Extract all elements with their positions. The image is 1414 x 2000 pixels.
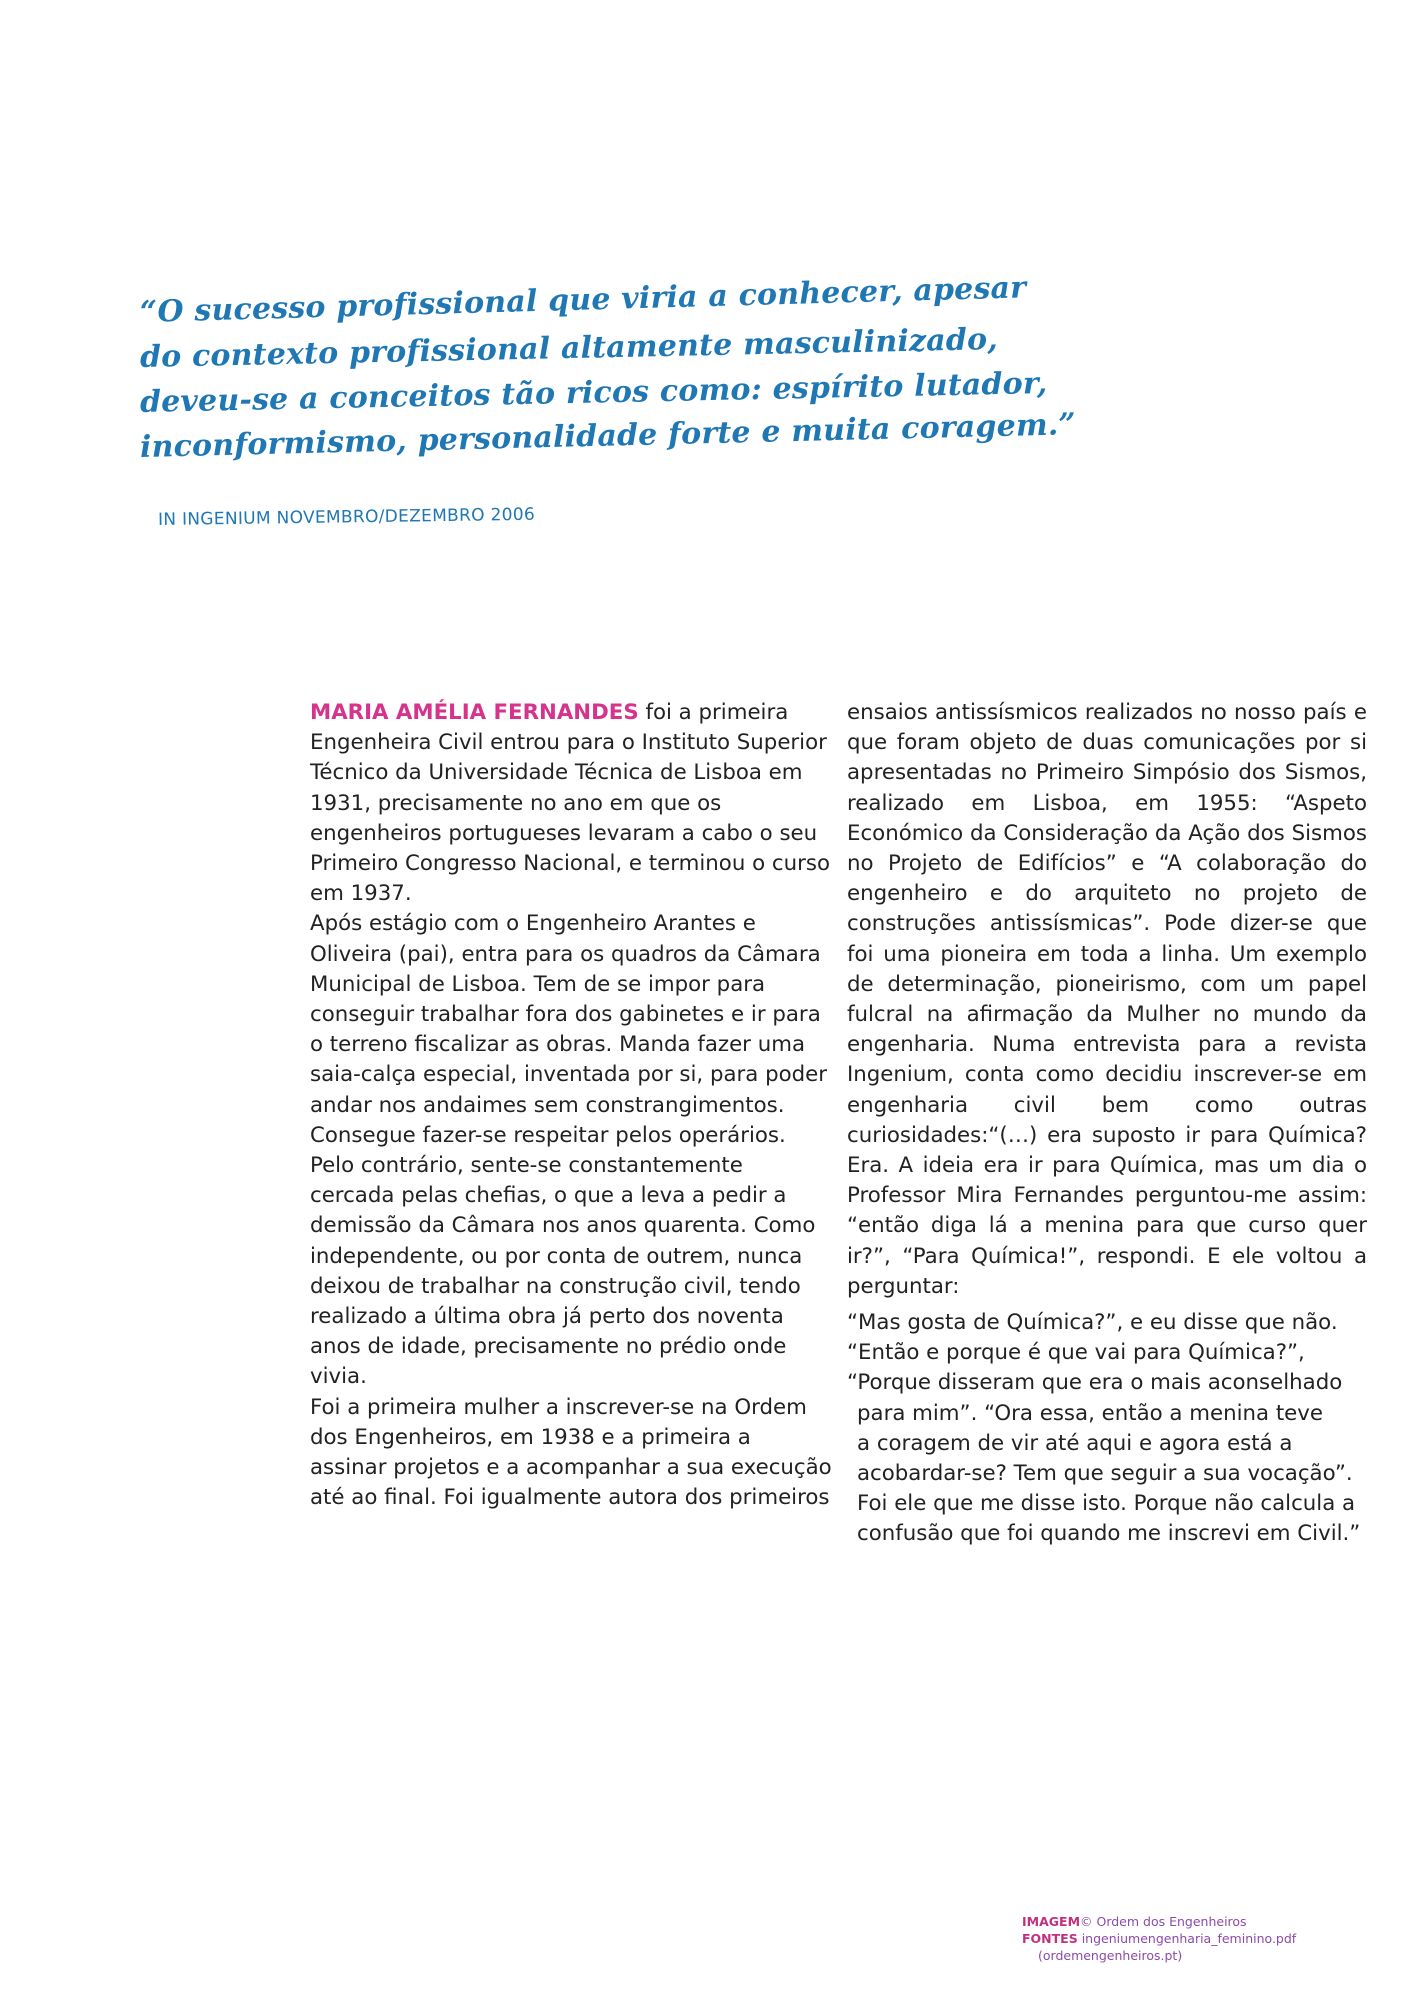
image-credit-line: [1022, 1913, 1296, 1930]
interview-line: “Então e porque é que vai para Química?”,: [847, 1340, 1305, 1366]
quote-line-4: inconformismo, personalidade forte e muita coragem.”: [139, 407, 1077, 465]
interview-line: para mim”. “Ora essa, então a menina teve: [857, 1400, 1323, 1426]
interview-quote: [847, 1308, 1367, 1550]
article-column-right: [847, 698, 1367, 1550]
quote-line-2: do contexto profissional altamente masculinizado,: [139, 322, 999, 375]
interview-line: acobardar-se? Tem que seguir a sua vocação”.: [857, 1461, 1353, 1487]
interview-line: “Porque disseram que era o mais aconselhado: [847, 1370, 1343, 1396]
interview-line: a coragem de vir até aqui e agora está a: [857, 1430, 1293, 1456]
sources-text: ingeniumengenharia_feminino.pdf: [1081, 1931, 1297, 1946]
sources-label: FONTES: [1022, 1931, 1078, 1946]
quote-line-3: deveu-se a conceitos tão ricos como: espírito lutador,: [139, 365, 1048, 420]
interview-line: “Mas gosta de Química?”, e eu disse que não.: [847, 1310, 1338, 1336]
article-paragraph-2: Após estágio com o Engenheiro Arantes e Oliveira (pai), entra para os quadros da Câmara Municipal de Lisboa. Tem de se impor para conseguir trabalhar fora dos gabinetes e ir para o terreno fiscalizar as obras. Manda fazer uma saia-calça especial, inventada por si, para poder andar nos andaimes sem constrangimentos. Consegue fazer-se respeitar pelos operários. Pelo contrário, sente-se constantemente cercada pelas chefias, o que a leva a pedir a demissão da Câmara nos anos quarenta. Como independente, ou por conta de outrem, nunca deixou de trabalhar na construção civil, tendo realizado a última obra já perto dos noventa anos de idade, precisamente no prédio onde vivia.: [310, 911, 828, 1390]
sources-text-2: (ordemengenheiros.pt): [1038, 1948, 1183, 1963]
article-column-left: [310, 698, 832, 1513]
article-paragraph-4: ensaios antissísmicos realizados no nosso país e que foram objeto de duas comunicações por si apresentadas no Primeiro Simpósio dos Sismos, realizado em Lisboa, em 1955: “Aspeto Económico da Consideração da Ação dos Sismos no Projeto de Edifícios” e “A colaboração do engenheiro e do arquiteto no projeto de construções antissísmicas”. Pode dizer-se que foi uma pioneira em toda a linha. Um exemplo de determinação, pioneirismo, com um papel fulcral na afirmação da Mulher no mundo da engenharia. Numa entrevista para a revista Ingenium, conta como decidiu inscrever-se em engenharia civil bem como outras curiosidades:“(…) era suposto ir para Química? Era. A ideia era ir para Química, mas um dia o Professor Mira Fernandes perguntou-me assim: “então diga lá a menina para que curso quer ir?”, “Para Química!”, respondi. E ele voltou a perguntar:: [847, 700, 1367, 1299]
article-paragraph-3: Foi a primeira mulher a inscrever-se na Ordem dos Engenheiros, em 1938 e a primeira a assinar projetos e a acompanhar a sua execução até ao final. Foi igualmente autora dos primeiros: [310, 1394, 832, 1511]
image-credit-text: © Ordem dos Engenheiros: [1080, 1914, 1247, 1929]
subject-name: MARIA AMÉLIA FERNANDES: [310, 700, 639, 725]
paragraph-1-text: foi a primeira Engenheira Civil entrou para o Instituto Superior Técnico da Universidade Técnica de Lisboa em 1931, precisamente no ano em que os engenheiros portugueses levaram a cabo o seu Primeiro Congresso Nacional, e terminou o curso em 1937.: [310, 700, 830, 907]
image-label: IMAGEM: [1022, 1914, 1081, 1929]
sources-credit-line: [1022, 1930, 1296, 1947]
interview-line: confusão que foi quando me inscrevi em Civil.”: [857, 1521, 1361, 1547]
interview-line: Foi ele que me disse isto. Porque não calcula a: [857, 1491, 1356, 1517]
image-credits: [1022, 1913, 1296, 1964]
pull-quote: [139, 270, 1077, 470]
article-paragraph-1: [310, 698, 832, 909]
quote-line-1: “O sucesso profissional que viria a conhecer, apesar: [139, 270, 1027, 330]
quote-source: IN INGENIUM NOVEMBRO/DEZEMBRO 2006: [157, 504, 536, 530]
